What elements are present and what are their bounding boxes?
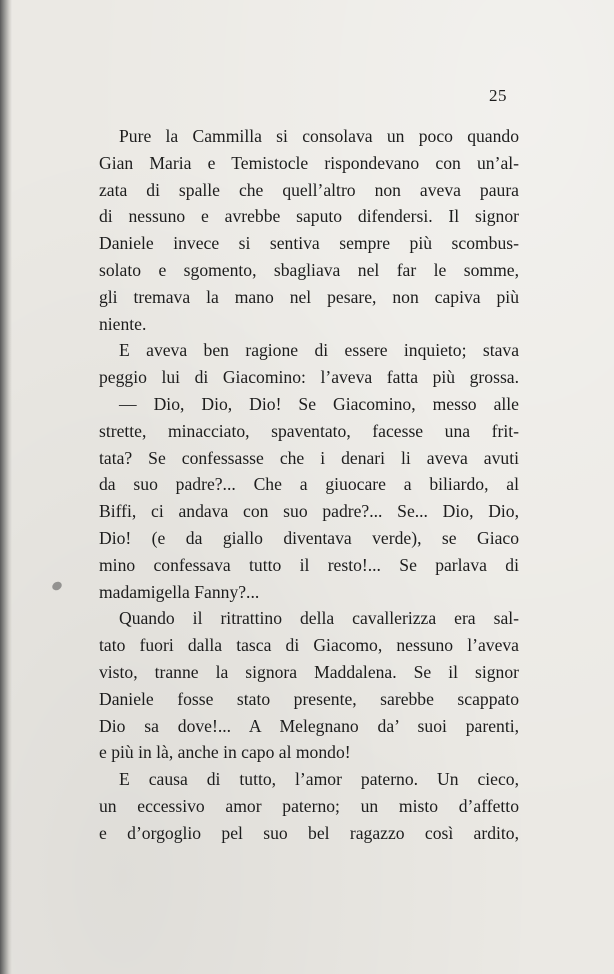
text-line: strette, minacciato, spaventato, facesse una frit- [99, 420, 519, 441]
ink-smudge [51, 580, 64, 592]
text-line: un eccessivo amor paterno; un misto d’affetto [99, 795, 519, 816]
text-line: E causa di tutto, l’amor paterno. Un cieco, [119, 769, 519, 790]
page-binding-edge [0, 0, 12, 974]
text-line: Gian Maria e Temistocle rispondevano con un’al- [99, 152, 519, 173]
page-number: 25 [489, 86, 507, 105]
text-line: zata di spalle che quell’altro non aveva paura [99, 179, 519, 200]
text-line: Quando il ritrattino della cavallerizza era sal- [119, 608, 519, 629]
text-line: niente. [99, 313, 147, 334]
text-line: tata? Se confessasse che i denari li aveva avuti [99, 447, 519, 468]
text-line: Dio! (e da giallo diventava verde), se Giaco [99, 527, 519, 548]
text-line: da suo padre?... Che a giuocare a biliardo, al [99, 474, 519, 495]
text-line: Daniele fosse stato presente, sarebbe scappato [99, 688, 519, 709]
text-line: solato e sgomento, sbagliava nel far le somme, [99, 259, 519, 280]
text-line: e d’orgoglio pel suo bel ragazzo così ardito, [99, 822, 519, 843]
text-line: visto, tranne la signora Maddalena. Se il signor [99, 661, 519, 682]
text-line: gli tremava la mano nel pesare, non capiva più [99, 286, 519, 307]
text-line: peggio lui di Giacomino: l’aveva fatta più grossa. [99, 367, 519, 388]
text-line: E aveva ben ragione di essere inquieto; stava [119, 340, 519, 361]
text-line: Pure la Cammilla si consolava un poco quando [119, 126, 519, 146]
text-line: tato fuori dalla tasca di Giacomo, nessuno l’aveva [99, 635, 519, 656]
text-line: e più in là, anche in capo al mondo! [99, 742, 351, 763]
text-line: — Dio, Dio, Dio! Se Giacomino, messo alle [119, 393, 519, 414]
text-line: Dio sa dove!... A Melegnano da’ suoi parenti, [99, 715, 519, 736]
text-line: Biffi, ci andava con suo padre?... Se... Dio, Dio, [99, 501, 519, 522]
text-line: madamigella Fanny?... [99, 581, 260, 602]
text-line: di nessuno e avrebbe saputo difendersi. Il signor [99, 206, 519, 227]
text-line: Daniele invece si sentiva sempre più scombus- [99, 233, 519, 254]
text-line: mino confessava tutto il resto!... Se parlava di [99, 554, 519, 575]
body-text [99, 123, 519, 847]
